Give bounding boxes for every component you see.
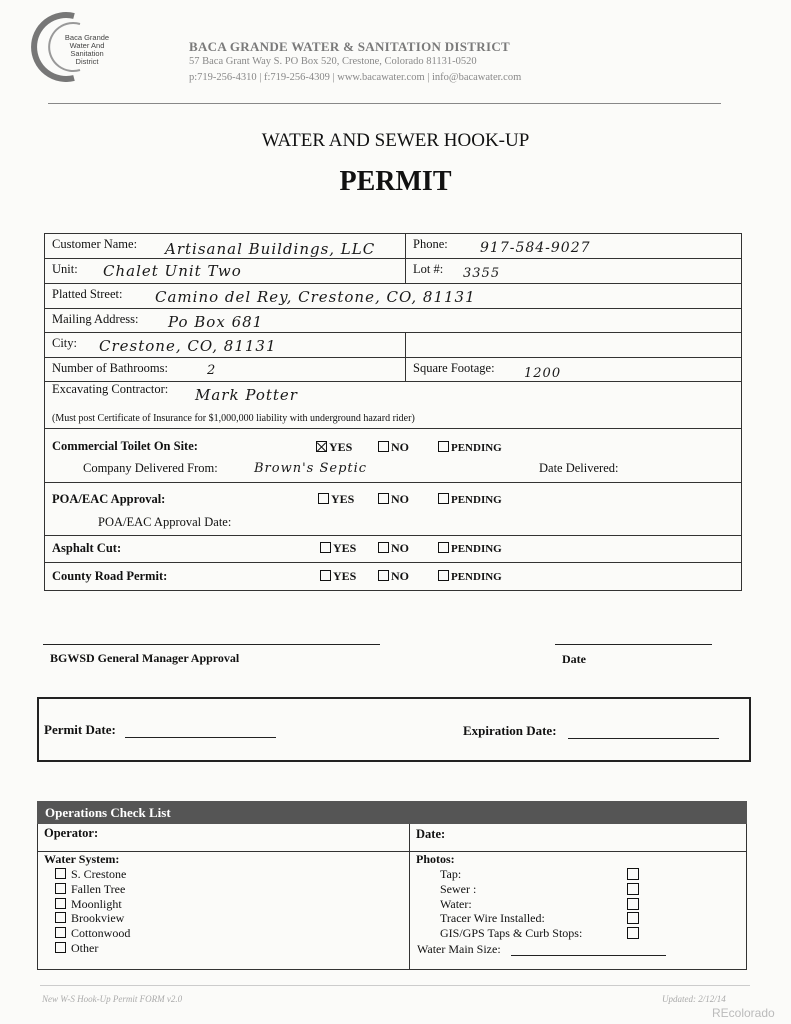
poa-yes-option[interactable]: YES	[318, 492, 354, 507]
asphalt-yes-option[interactable]: YES	[320, 541, 356, 556]
platted-street-label: Platted Street:	[52, 287, 123, 301]
poa-date-label: POA/EAC Approval Date:	[98, 515, 232, 529]
logo-text	[52, 34, 122, 66]
checkbox-icon[interactable]	[55, 912, 66, 923]
company-delivered-value[interactable]: Brown's Septic	[254, 461, 368, 476]
phone-label: Phone:	[413, 237, 448, 251]
customer-name-label: Customer Name:	[52, 237, 138, 251]
checkbox-icon[interactable]	[55, 927, 66, 938]
water-system-item[interactable]: Other	[55, 941, 130, 956]
footer-updated: Updated: 2/12/14	[662, 994, 726, 1004]
asphalt-pending-option[interactable]: PENDING	[438, 541, 502, 556]
org-contact: p:719-256-4310 | f:719-256-4309 | www.bacawater.com | info@bacawater.com	[189, 72, 522, 83]
photo-item-label: Water:	[440, 896, 472, 911]
approval-date-line[interactable]	[555, 644, 712, 645]
water-system-label: Water System:	[44, 852, 120, 866]
operations-header	[37, 801, 747, 824]
county-yes-option[interactable]: YES	[320, 569, 356, 584]
footer-form-version: New W-S Hook-Up Permit FORM v2.0	[42, 994, 183, 1004]
lot-label: Lot #:	[413, 262, 444, 276]
ops-date-label: Date:	[416, 827, 446, 841]
checkbox-icon[interactable]	[378, 493, 389, 504]
logo-line-2: Water And Sanitation	[69, 41, 105, 58]
photo-item-label: Tracer Wire Installed:	[440, 911, 545, 926]
checkbox-icon[interactable]	[627, 883, 639, 895]
water-system-item[interactable]: Fallen Tree	[55, 882, 130, 897]
checkbox-icon[interactable]	[438, 542, 449, 553]
checkbox-icon[interactable]	[378, 441, 389, 452]
phone-value[interactable]: 917-584-9027	[480, 240, 591, 256]
asphalt-no-option[interactable]: NO	[378, 541, 409, 556]
expiration-date-line[interactable]	[568, 738, 719, 739]
toilet-pending-option[interactable]: PENDING	[438, 440, 502, 455]
water-system-item[interactable]: Brookview	[55, 911, 130, 926]
footer-divider	[40, 985, 750, 986]
checkbox-icon[interactable]	[55, 942, 66, 953]
photo-item-label: Tap:	[440, 867, 462, 881]
checkbox-checked-icon[interactable]	[316, 441, 327, 452]
checkbox-icon[interactable]	[378, 542, 389, 553]
unit-value[interactable]: Chalet Unit Two	[103, 262, 242, 280]
checkbox-icon[interactable]	[627, 912, 639, 924]
checkbox-icon[interactable]	[438, 493, 449, 504]
company-delivered-label: Company Delivered From:	[83, 461, 218, 475]
photos-label: Photos:	[416, 852, 455, 866]
permit-form	[44, 233, 742, 591]
platted-street-value[interactable]: Camino del Rey, Crestone, CO, 81131	[155, 288, 476, 306]
bathrooms-label: Number of Bathrooms:	[52, 361, 168, 375]
mailing-address-value[interactable]: Po Box 681	[168, 313, 264, 331]
lot-value[interactable]: 3355	[463, 266, 501, 281]
date-delivered-label: Date Delivered:	[539, 461, 619, 475]
permit-dates-box	[37, 697, 751, 762]
county-road-label: County Road Permit:	[52, 569, 168, 583]
asphalt-cut-label: Asphalt Cut:	[52, 541, 122, 555]
city-value[interactable]: Crestone, CO, 81131	[99, 337, 277, 355]
logo-line-1: Baca Grande	[64, 33, 110, 42]
toilet-no-option[interactable]: NO	[378, 440, 409, 455]
checkbox-icon[interactable]	[55, 883, 66, 894]
permit-title: PERMIT	[339, 166, 452, 197]
approval-date-label: Date	[562, 652, 586, 666]
checkbox-icon[interactable]	[438, 570, 449, 581]
operator-label: Operator:	[44, 826, 99, 840]
poa-no-option[interactable]: NO	[378, 492, 409, 507]
checkbox-icon[interactable]	[627, 868, 639, 880]
unit-label: Unit:	[52, 262, 78, 276]
toilet-yes-option[interactable]: YES	[316, 440, 352, 455]
photo-checkboxes	[627, 868, 641, 942]
city-label: City:	[52, 336, 78, 350]
square-footage-label: Square Footage:	[413, 361, 495, 375]
water-system-item[interactable]: Cottonwood	[55, 926, 130, 941]
poa-pending-option[interactable]: PENDING	[438, 492, 502, 507]
customer-name-value[interactable]: Artisanal Buildings, LLC	[165, 240, 376, 258]
water-system-item[interactable]: Moonlight	[55, 897, 130, 912]
photo-item-label: GIS/GPS Taps & Curb Stops:	[440, 926, 583, 941]
county-pending-option[interactable]: PENDING	[438, 569, 502, 584]
header-divider	[48, 103, 721, 104]
poa-approval-label: POA/EAC Approval:	[52, 492, 166, 506]
square-footage-value[interactable]: 1200	[524, 366, 562, 381]
county-no-option[interactable]: NO	[378, 569, 409, 584]
contractor-value[interactable]: Mark Potter	[195, 386, 298, 404]
checkbox-icon[interactable]	[627, 927, 639, 939]
logo-line-3: District	[75, 57, 99, 66]
contractor-label: Excavating Contractor:	[52, 382, 169, 396]
bathrooms-value[interactable]: 2	[207, 363, 217, 378]
form-title: WATER AND SEWER HOOK-UP	[261, 130, 530, 151]
checkbox-icon[interactable]	[627, 898, 639, 910]
checkbox-icon[interactable]	[320, 542, 331, 553]
checkbox-icon[interactable]	[320, 570, 331, 581]
water-system-item[interactable]: S. Crestone	[55, 867, 130, 882]
permit-date-label: Permit Date:	[44, 722, 116, 737]
water-main-label: Water Main Size:	[417, 942, 501, 956]
gm-signature-line[interactable]	[43, 644, 380, 645]
watermark: REcolorado	[712, 1006, 775, 1020]
water-system-list	[55, 867, 130, 956]
checkbox-icon[interactable]	[438, 441, 449, 452]
photo-item-label: Sewer :	[440, 881, 477, 896]
expiration-date-label: Expiration Date:	[463, 723, 557, 738]
checkbox-icon[interactable]	[55, 868, 66, 879]
checkbox-icon[interactable]	[378, 570, 389, 581]
water-main-line[interactable]	[511, 955, 666, 956]
checkbox-icon[interactable]	[318, 493, 329, 504]
org-name: BACA GRANDE WATER & SANITATION DISTRICT	[189, 39, 510, 54]
org-address: 57 Baca Grant Way S. PO Box 520, Crestone, Colorado 81131-0520	[189, 56, 477, 67]
gm-approval-label: BGWSD General Manager Approval	[50, 651, 240, 665]
photos-list	[440, 867, 582, 941]
checkbox-icon[interactable]	[55, 898, 66, 909]
permit-date-line[interactable]	[125, 737, 276, 738]
commercial-toilet-label: Commercial Toilet On Site:	[52, 439, 198, 453]
mailing-address-label: Mailing Address:	[52, 312, 139, 326]
operations-title: Operations Check List	[45, 805, 171, 820]
insurance-note: (Must post Certificate of Insurance for $1,000,000 liability with underground hazard rider)	[52, 413, 415, 424]
